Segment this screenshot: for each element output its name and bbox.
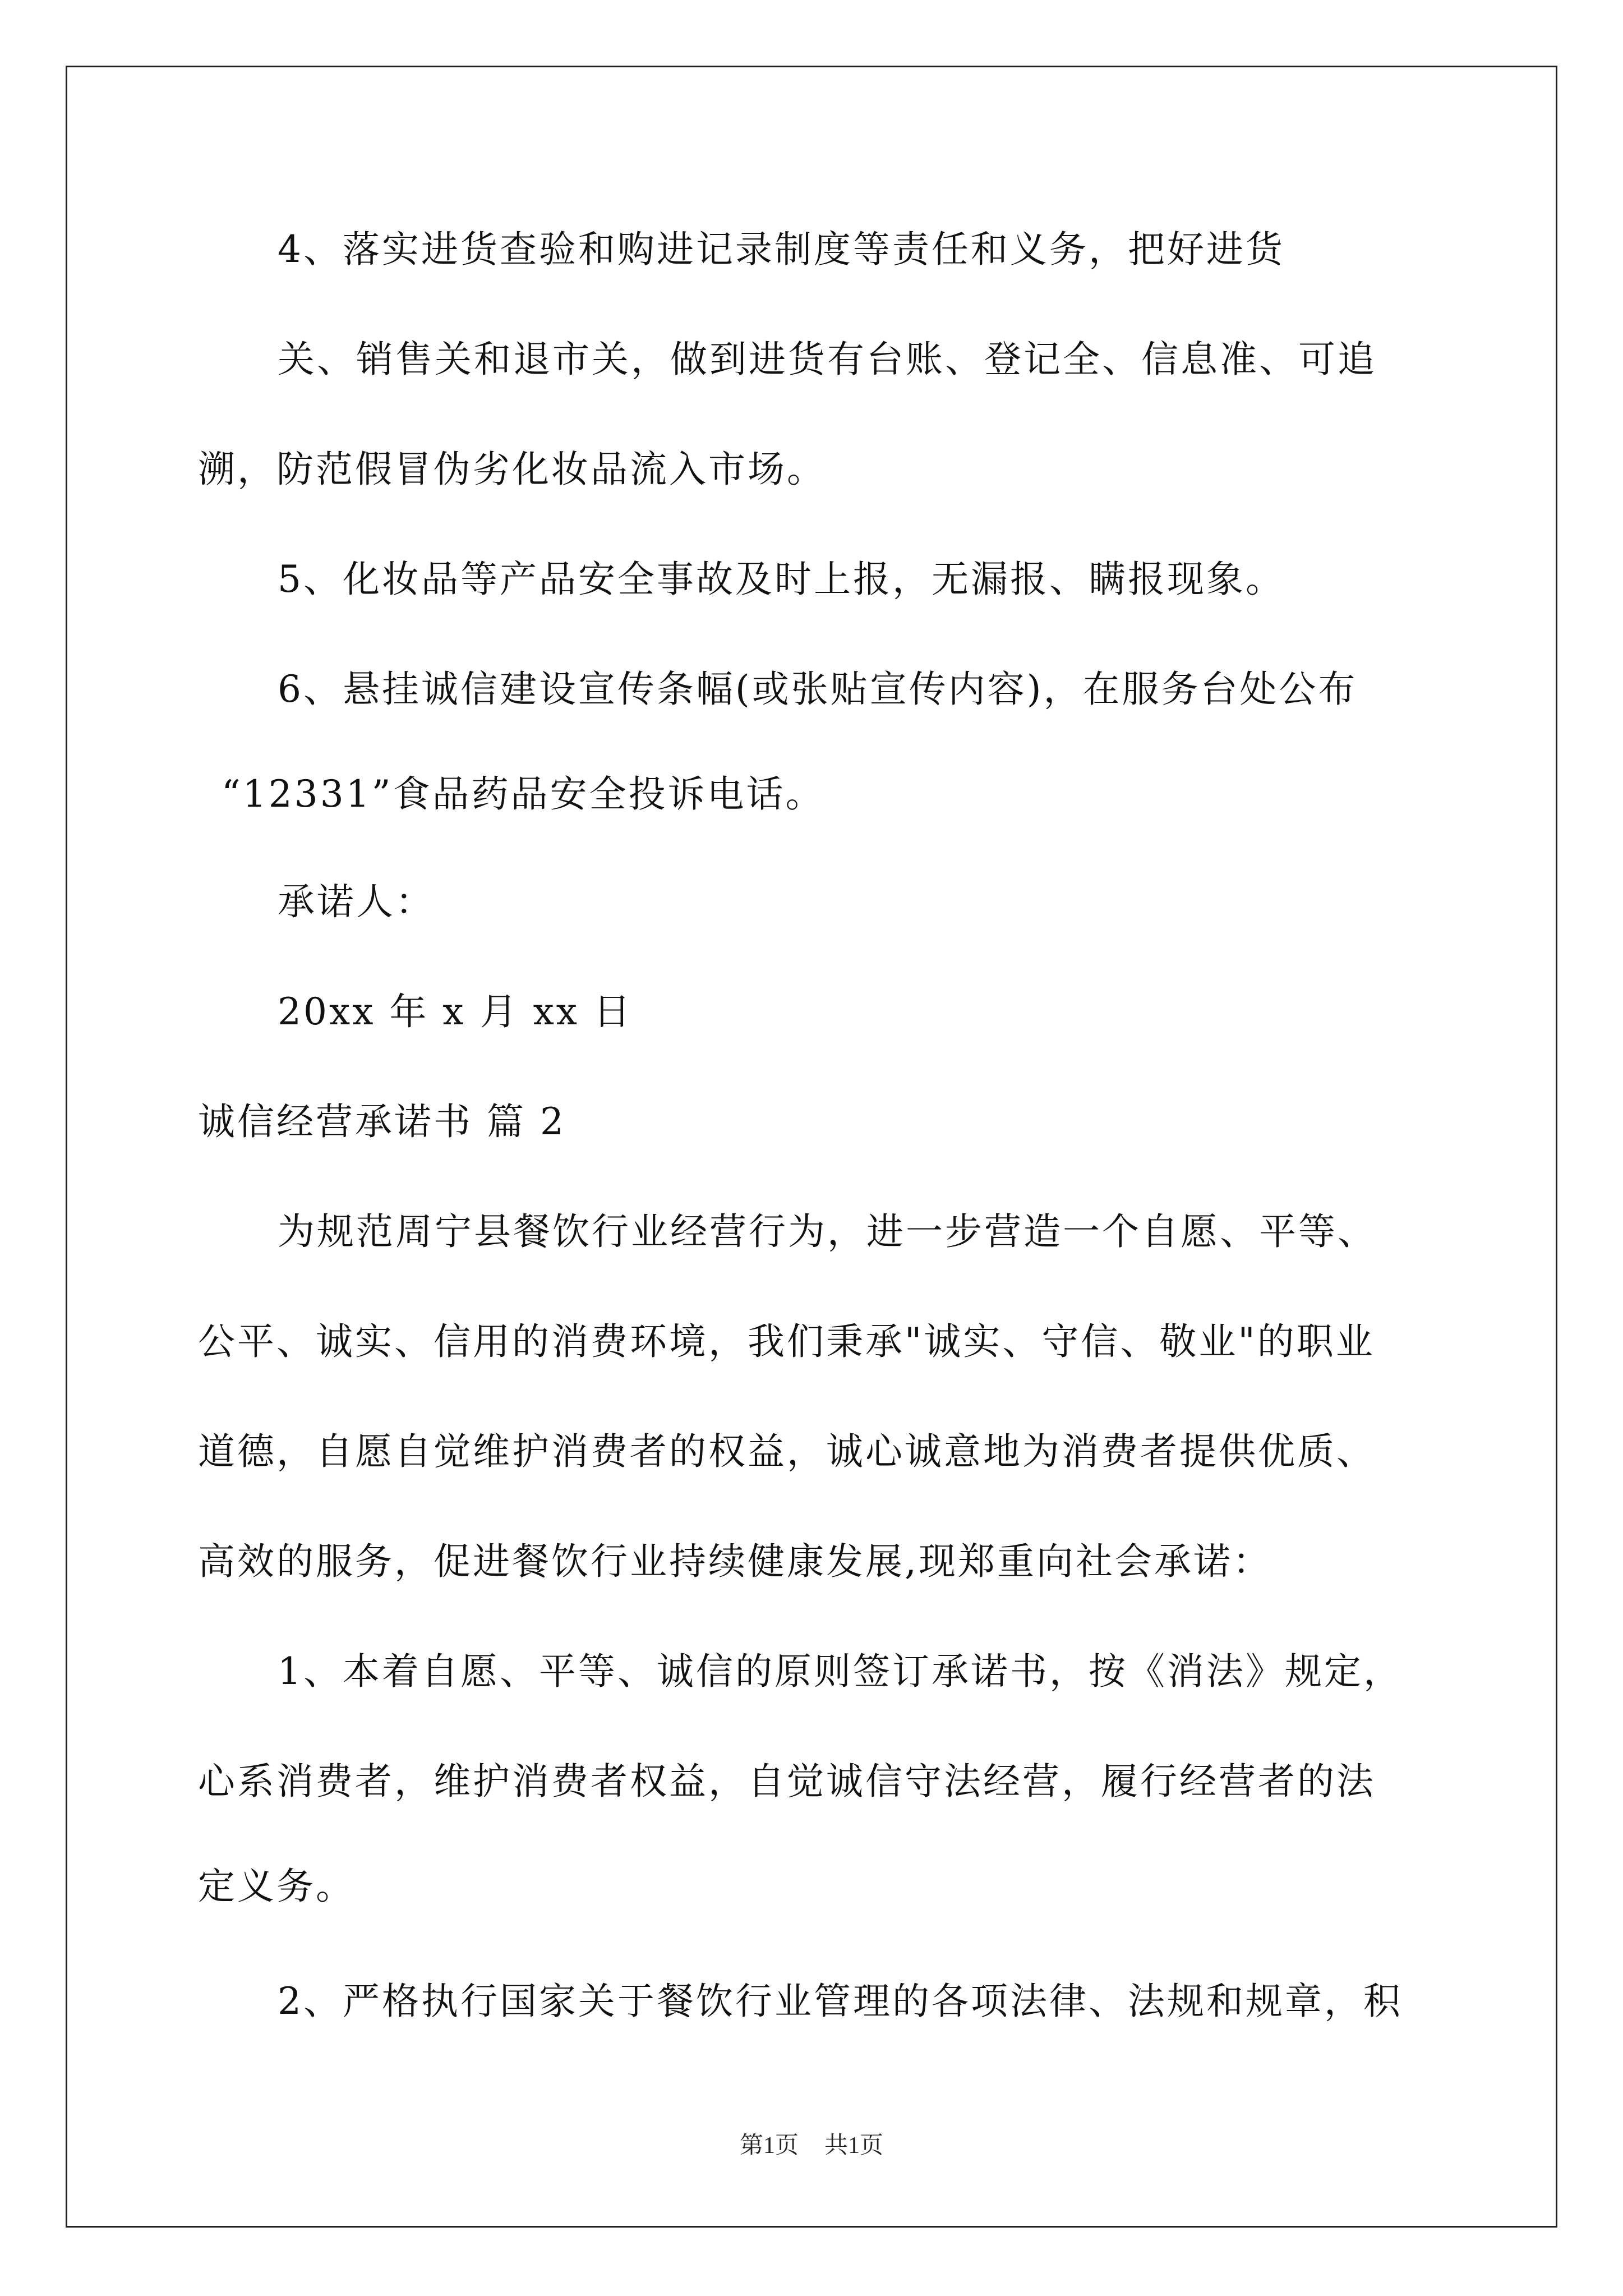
signatory-label: 承诺人： <box>278 880 435 923</box>
page-number: 第1页 <box>739 2133 799 2159</box>
paragraph-line-12: 道德，自愿自觉维护消费者的权益，诚心诚意地为消费者提供优质、 <box>198 1430 1376 1473</box>
paragraph-line-3: 溯，防范假冒伪劣化妆品流入市场。 <box>198 448 826 491</box>
paragraph-line-6: “12331”食品药品安全投诉电话。 <box>222 772 825 816</box>
paragraph-line-15: 心系消费者，维护消费者权益，自觉诚信守法经营，履行经营者的法 <box>198 1760 1376 1803</box>
paragraph-line-4: 5、化妆品等产品安全事故及时上报，无漏报、瞒报现象。 <box>278 558 1285 601</box>
page-total: 共1页 <box>824 2133 884 2159</box>
paragraph-line-17: 2、严格执行国家关于餐饮行业管理的各项法律、法规和规章，积 <box>278 1980 1403 2023</box>
paragraph-line-2: 关、销售关和退市关，做到进货有台账、登记全、信息准、可追 <box>278 338 1377 381</box>
paragraph-line-10: 为规范周宁县餐饮行业经营行为，进一步营造一个自愿、平等、 <box>278 1210 1377 1253</box>
paragraph-line-11: 公平、诚实、信用的消费环境，我们秉承"诚实、守信、敬业"的职业 <box>198 1320 1375 1363</box>
paragraph-line-14: 1、本着自愿、平等、诚信的原则签订承诺书，按《消法》规定， <box>278 1650 1403 1693</box>
paragraph-line-5: 6、悬挂诚信建设宣传条幅(或张贴宣传内容)，在服务台处公布 <box>278 668 1358 711</box>
paragraph-line-13: 高效的服务，促进餐饮行业持续健康发展,现郑重向社会承诺： <box>198 1540 1272 1583</box>
signature-date: 20xx 年 x 月 xx 日 <box>278 990 633 1033</box>
page-footer <box>0 2129 1623 2162</box>
section-heading: 诚信经营承诺书 篇 2 <box>198 1100 566 1143</box>
paragraph-line-16: 定义务。 <box>198 1865 355 1908</box>
paragraph-line-1: 4、落实进货查验和购进记录制度等责任和义务，把好进货 <box>278 228 1285 271</box>
